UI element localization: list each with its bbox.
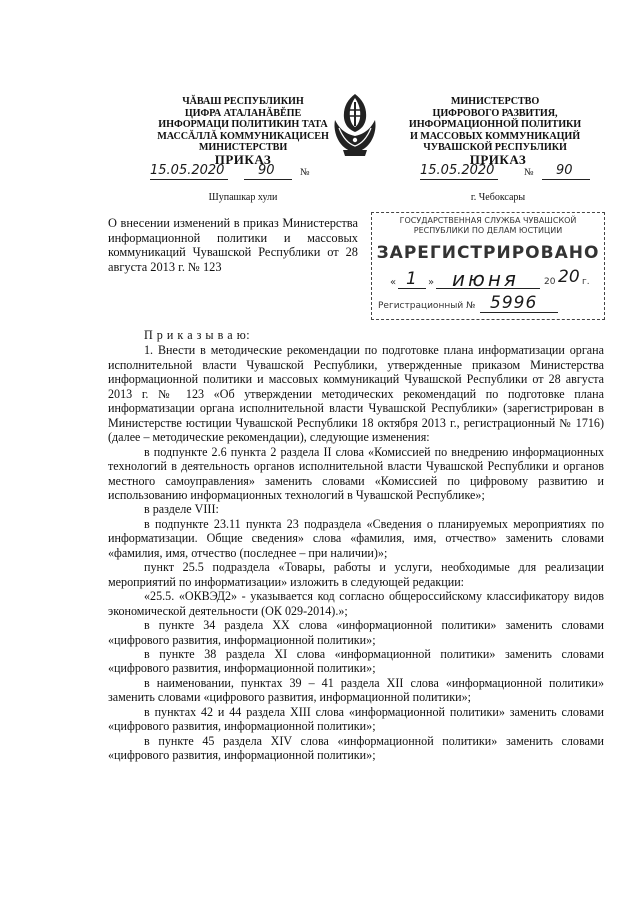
header-right-title [395, 96, 595, 154]
stamp-year-prefix: 20 [544, 277, 556, 287]
body-paragraph-8: в пункте 38 раздела XI слова «информационной политики» заменить словами «цифрового развития, информационной политики»; [108, 646, 604, 676]
body-paragraph-4: в подпункте 23.11 пункта 23 подраздела «Сведения о планируемых мероприятиях по информатизации. Общие сведения» слова «фамилия, имя, отчество» заменить словами «фамилия, имя, отчество (последнее – при наличии)»; [108, 516, 604, 560]
header-right-prikaz: ПРИКАЗ [469, 152, 527, 167]
header-left-date-line [150, 163, 350, 182]
stamp-quote-close: » [428, 277, 435, 288]
header-right-line-4: И МАССОВЫХ КОММУНИКАЦИЙ [409, 130, 581, 142]
header-left-city: Шупашкар хули [208, 192, 278, 203]
header-right-line-3: ИНФОРМАЦИОННОЙ ПОЛИТИКИ [408, 119, 582, 131]
header-left-line-5: МИНИСТЕРСТВИ [198, 142, 288, 154]
body-paragraph-5: пункт 25.5 подраздела «Товары, работы и услуги, необходимые для реализации мероприятий по информатизации» изложить в следующей редакции: [108, 560, 604, 589]
header-right-line-5: ЧУВАШСКОЙ РЕСПУБЛИКИ [423, 142, 567, 154]
header-left-no-sign: № [300, 167, 310, 178]
body-paragraph-9: в наименовании, пунктах 39 – 41 раздела XII слова «информационной политики» заменить словами «цифрового развития, информационной политики»; [108, 675, 604, 705]
stamp-reg-number: 5996 [490, 293, 538, 313]
header-left-title [148, 96, 338, 154]
stamp-line-2: РЕСПУБЛИКИ ПО ДЕЛАМ ЮСТИЦИИ [413, 226, 563, 235]
header-left-line-4: МАССĂЛЛĂ КОММУНИКАЦИСЕН [157, 130, 329, 142]
body-paragraph-1: 1. Внести в методические рекомендации по подготовке плана информатизации органа исполнительной власти Чувашской Республики, утвержденные приказом Министерства информационной политики и массовых коммуникаций Чувашской Республики от 28 августа 2013 г. № 123 «Об утверждении методических рекомендаций по подготовке плана информатизации органа исполнительной власти Чувашской Республики» (зарегистрирован в Министерстве юстиции Чувашской Республики 18 октября 2013 г., регистрационный № 1716) (далее – методические рекомендации), следующие изменения: [108, 343, 604, 445]
header-left-date: 15.05.2020 [150, 163, 225, 178]
registration-stamp [371, 212, 605, 320]
stamp-reg-label: Регистрационный № [378, 301, 476, 311]
body-paragraph-7: в пункте 34 раздела XX слова «информационной политики» заменить словами «цифрового развития, информационной политики»; [108, 618, 604, 647]
chuvashia-coat-of-arms-icon [329, 90, 381, 160]
stamp-month: июня [452, 267, 519, 291]
stamp-year-suffix: 20 [558, 267, 580, 287]
body-paragraph-3: в разделе VIII: [144, 502, 219, 517]
header-right-date: 15.05.2020 [420, 163, 495, 178]
header-right-city: г. Чебоксары [470, 192, 526, 203]
stamp-year-abbr: г. [582, 277, 590, 287]
order-word: П р и к а з ы в а ю: [144, 328, 251, 342]
header-left-line-2: ЦИФРА АТАЛАНĂВĔПЕ [184, 107, 302, 119]
header-left-prikaz: ПРИКАЗ [214, 152, 272, 167]
stamp-day: 1 [406, 269, 417, 289]
header-right-number: 90 [556, 163, 573, 178]
header-right-date-line [420, 163, 620, 182]
body-paragraph-11: в пункте 45 раздела XIV слова «информационной политики» заменить словами «цифрового развития, информационной политики»; [108, 733, 604, 763]
body-paragraph-6: «25.5. «ОКВЭД2» - указывается код согласно общероссийскому классификатору видов экономической деятельности (ОК 029-2014).»; [108, 589, 604, 618]
header-right-line-1: МИНИСТЕРСТВО [450, 96, 540, 107]
document-body [108, 328, 604, 763]
header-left-number: 90 [258, 163, 275, 178]
document-subject: О внесении изменений в приказ Министерства информационной политики и массовых коммуникаций Чувашской Республики от 28 августа 2013 г. № 123 [108, 216, 358, 274]
header-right-no-sign: № [524, 167, 534, 178]
stamp-line-1: ГОСУДАРСТВЕННАЯ СЛУЖБА ЧУВАШСКОЙ [399, 216, 577, 225]
header-right-line-2: ЦИФРОВОГО РАЗВИТИЯ, [432, 107, 558, 119]
stamp-registered: ЗАРЕГИСТРИРОВАНО [376, 243, 600, 263]
body-paragraph-10: в пунктах 42 и 44 раздела XIII слова «информационной политики» заменить словами «цифрового развития, информационной политики»; [108, 704, 604, 734]
stamp-quote-open: « [390, 277, 397, 288]
body-paragraph-2: в подпункте 2.6 пункта 2 раздела II слова «Комиссией по внедрению информационных технологий в деятельность органов исполнительной власти Чувашской Республики и органов местного самоуправления» заменить словами «Комиссией по цифровому развитию и использованию информационных технологий в Чувашской Республике»; [108, 444, 604, 502]
header-left-line-3: ИНФОРМАЦИ ПОЛИТИКИН ТАТА [158, 119, 328, 131]
header-left-line-1: ЧĂВАШ РЕСПУБЛИКИН [182, 96, 304, 107]
